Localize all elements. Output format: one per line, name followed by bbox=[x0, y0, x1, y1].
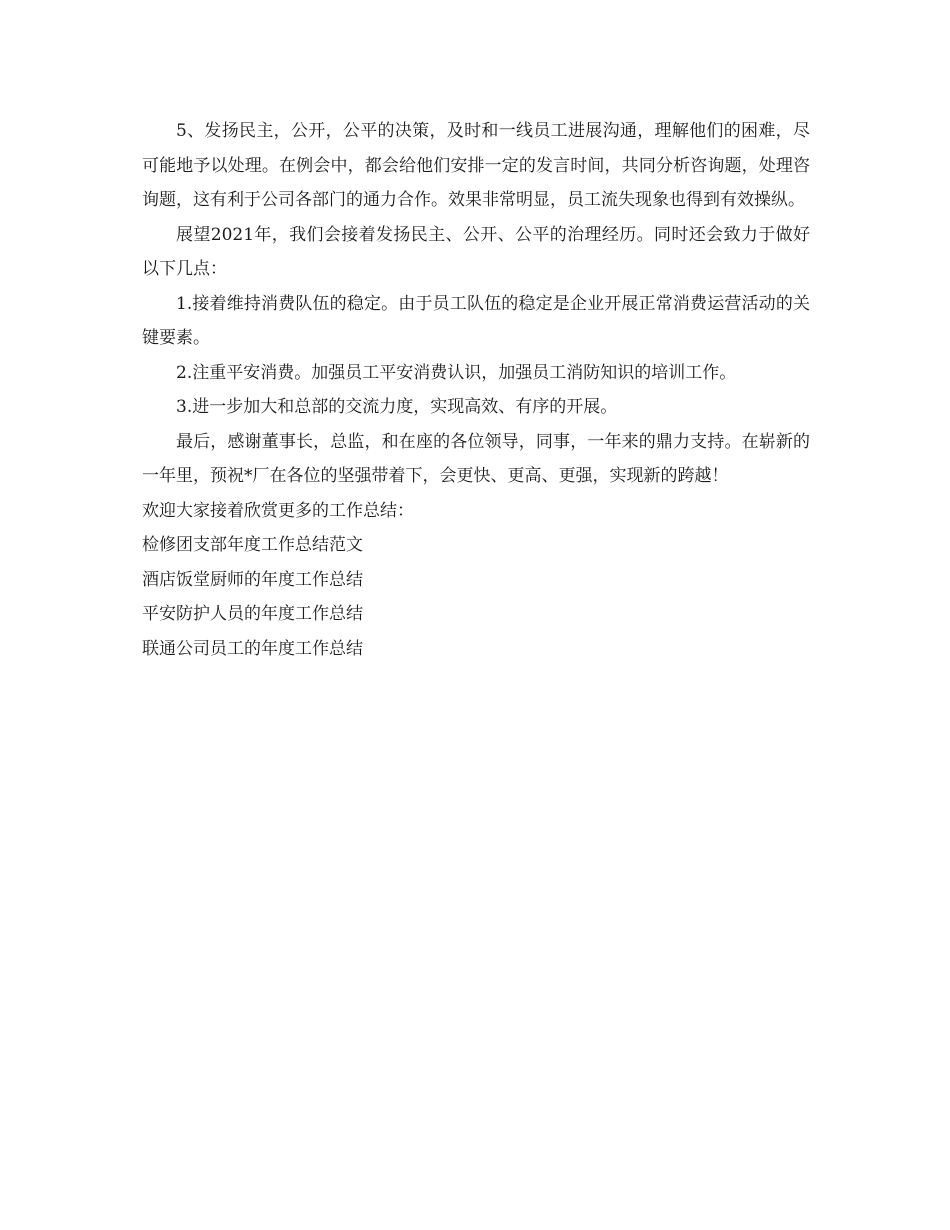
list-item-communication: 3.进一步加大和总部的交流力度，实现高效、有序的开展。 bbox=[176, 397, 618, 417]
related-link-security-staff[interactable]: 平安防护人员的年度工作总结 bbox=[142, 604, 363, 624]
document-body bbox=[142, 114, 810, 666]
paragraph-outlook: 展望2021年，我们会接着发扬民主、公开、公平的治理经历。同时还会致力于做好以下几点： bbox=[142, 224, 810, 279]
paragraph-closing: 最后，感谢董事长，总监，和在座的各位领导，同事，一年来的鼎力支持。在崭新的一年里，预祝*厂在各位的坚强带着下，会更快、更高、更强，实现新的跨越！ bbox=[142, 431, 810, 486]
list-item-safety: 2.注重平安消费。加强员工平安消费认识，加强员工消防知识的培训工作。 bbox=[176, 362, 737, 383]
more-summaries-intro: 欢迎大家接着欣赏更多的工作总结： bbox=[142, 500, 414, 521]
related-link-maintenance[interactable]: 检修团支部年度工作总结范文 bbox=[142, 535, 363, 555]
list-item-team-stability: 1.接着维持消费队伍的稳定。由于员工队伍的稳定是企业开展正常消费运营活动的关键要素。 bbox=[142, 293, 810, 348]
paragraph-democracy: 5、发扬民主，公开，公平的决策，及时和一线员工进展沟通，理解他们的困难，尽可能地予以处理。在例会中，都会给他们安排一定的发言时间，共同分析咨询题，处理咨询题，这有利于公司各部门的通力合作。效果非常明显，员工流失现象也得到有效操纵。 bbox=[142, 121, 810, 210]
related-link-unicom-staff[interactable]: 联通公司员工的年度工作总结 bbox=[142, 638, 363, 659]
related-link-canteen-chef[interactable]: 酒店饭堂厨师的年度工作总结 bbox=[142, 569, 363, 590]
